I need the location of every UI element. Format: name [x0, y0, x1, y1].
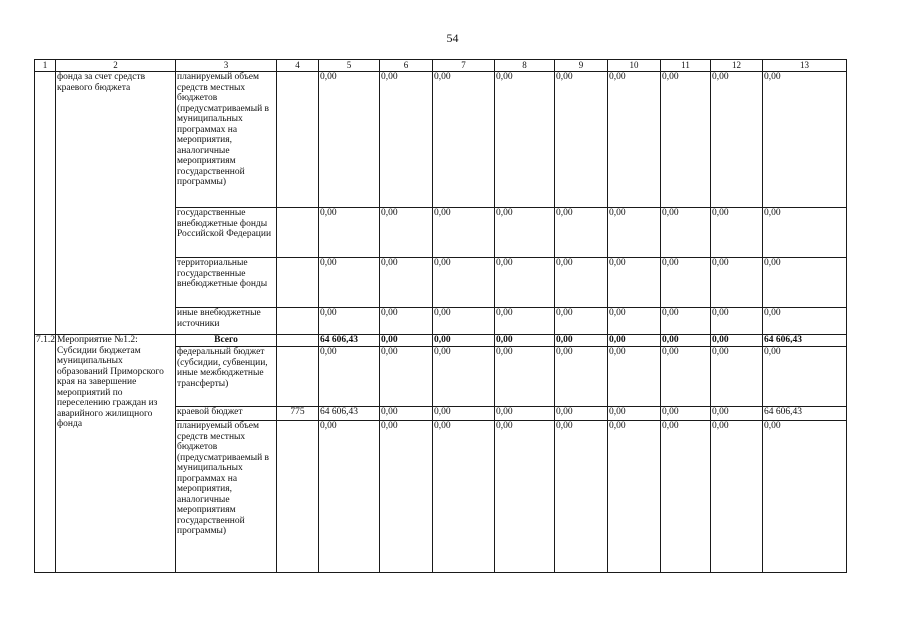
amount-cell: 0,00	[711, 72, 763, 208]
column-header: 9	[555, 60, 608, 72]
amount-cell: 0,00	[555, 208, 608, 258]
amount-cell: 0,00	[661, 347, 711, 407]
funding-source: государственные внебюджетные фонды Российской Федерации	[176, 208, 277, 258]
amount-cell: 0,00	[380, 407, 433, 421]
column-header: 6	[380, 60, 433, 72]
amount-cell: 0,00	[711, 407, 763, 421]
amount-cell: 0,00	[555, 407, 608, 421]
amount-cell: 0,00	[608, 335, 661, 347]
amount-cell: 0,00	[711, 208, 763, 258]
budget-code	[277, 308, 319, 335]
funding-source: планируемый объем средств местных бюджетов (предусматриваемый в муниципальных программах на мероприятия, аналогичные мероприятиям государственной программы)	[176, 421, 277, 573]
amount-cell: 0,00	[433, 335, 495, 347]
column-header: 13	[763, 60, 847, 72]
amount-cell: 64 606,43	[319, 335, 380, 347]
amount-cell: 0,00	[661, 335, 711, 347]
amount-cell: 0,00	[608, 72, 661, 208]
amount-cell: 0,00	[433, 347, 495, 407]
amount-cell: 0,00	[555, 421, 608, 573]
amount-cell: 64 606,43	[763, 407, 847, 421]
amount-cell: 0,00	[555, 347, 608, 407]
row-number-cell: 7.1.2	[35, 335, 56, 573]
funding-source: краевой бюджет	[176, 407, 277, 421]
amount-cell: 0,00	[495, 308, 555, 335]
amount-cell: 0,00	[763, 347, 847, 407]
budget-code	[277, 208, 319, 258]
amount-cell: 0,00	[763, 421, 847, 573]
amount-cell: 0,00	[495, 72, 555, 208]
activity-name: фонда за счет средств краевого бюджета	[56, 72, 176, 335]
amount-cell: 0,00	[319, 308, 380, 335]
amount-cell: 0,00	[380, 258, 433, 308]
amount-cell: 0,00	[495, 347, 555, 407]
amount-cell: 0,00	[711, 335, 763, 347]
amount-cell: 0,00	[433, 72, 495, 208]
amount-cell: 0,00	[433, 308, 495, 335]
amount-cell: 0,00	[495, 258, 555, 308]
amount-cell: 0,00	[555, 258, 608, 308]
amount-cell: 0,00	[608, 258, 661, 308]
amount-cell: 0,00	[495, 335, 555, 347]
column-header: 5	[319, 60, 380, 72]
amount-cell: 0,00	[319, 421, 380, 573]
amount-cell: 0,00	[433, 421, 495, 573]
amount-cell: 64 606,43	[763, 335, 847, 347]
amount-cell: 0,00	[608, 421, 661, 573]
column-header: 11	[661, 60, 711, 72]
amount-cell: 0,00	[319, 258, 380, 308]
amount-cell: 0,00	[495, 421, 555, 573]
amount-cell: 0,00	[319, 72, 380, 208]
amount-cell: 0,00	[380, 347, 433, 407]
budget-code	[277, 347, 319, 407]
column-header: 10	[608, 60, 661, 72]
amount-cell: 0,00	[763, 308, 847, 335]
amount-cell: 0,00	[661, 421, 711, 573]
budget-table	[34, 59, 847, 573]
funding-source: федеральный бюджет (субсидии, субвенции, иные межбюджетные трансферты)	[176, 347, 277, 407]
amount-cell: 0,00	[711, 421, 763, 573]
amount-cell: 64 606,43	[319, 407, 380, 421]
budget-code	[277, 72, 319, 208]
activity-name: Мероприятие №1.2: Субсидии бюджетам муниципальных образований Приморского края на завершение мероприятий по переселению граждан из аварийного жилищного фонда	[56, 335, 176, 573]
amount-cell: 0,00	[380, 208, 433, 258]
amount-cell: 0,00	[763, 258, 847, 308]
amount-cell: 0,00	[380, 72, 433, 208]
amount-cell: 0,00	[608, 407, 661, 421]
column-header: 12	[711, 60, 763, 72]
amount-cell: 0,00	[380, 335, 433, 347]
amount-cell: 0,00	[555, 308, 608, 335]
amount-cell: 0,00	[495, 208, 555, 258]
funding-source: территориальные государственные внебюджетные фонды	[176, 258, 277, 308]
amount-cell: 0,00	[380, 421, 433, 573]
amount-cell: 0,00	[711, 258, 763, 308]
budget-code	[277, 258, 319, 308]
funding-source: иные внебюджетные источники	[176, 308, 277, 335]
amount-cell: 0,00	[555, 335, 608, 347]
column-header: 8	[495, 60, 555, 72]
amount-cell: 0,00	[319, 208, 380, 258]
amount-cell: 0,00	[433, 208, 495, 258]
amount-cell: 0,00	[380, 308, 433, 335]
amount-cell: 0,00	[495, 407, 555, 421]
funding-source: планируемый объем средств местных бюджетов (предусматриваемый в муниципальных программах на мероприятия, аналогичные мероприятиям государственной программы)	[176, 72, 277, 208]
amount-cell: 0,00	[608, 308, 661, 335]
budget-code: 775	[277, 407, 319, 421]
amount-cell: 0,00	[763, 72, 847, 208]
total-label: Всего	[176, 335, 277, 347]
row-number-cell	[35, 72, 56, 335]
amount-cell: 0,00	[661, 407, 711, 421]
amount-cell: 0,00	[319, 347, 380, 407]
column-header: 7	[433, 60, 495, 72]
amount-cell: 0,00	[608, 208, 661, 258]
amount-cell: 0,00	[763, 208, 847, 258]
amount-cell: 0,00	[661, 208, 711, 258]
amount-cell: 0,00	[433, 258, 495, 308]
budget-code	[277, 335, 319, 347]
amount-cell: 0,00	[608, 347, 661, 407]
amount-cell: 0,00	[711, 308, 763, 335]
budget-code	[277, 421, 319, 573]
amount-cell: 0,00	[433, 407, 495, 421]
table-row-total	[35, 335, 847, 347]
column-header: 2	[56, 60, 176, 72]
amount-cell: 0,00	[711, 347, 763, 407]
column-header: 3	[176, 60, 277, 72]
amount-cell: 0,00	[661, 72, 711, 208]
column-header-row	[35, 60, 847, 72]
amount-cell: 0,00	[555, 72, 608, 208]
page-number: 54	[446, 31, 459, 45]
amount-cell: 0,00	[661, 308, 711, 335]
column-header: 1	[35, 60, 56, 72]
amount-cell: 0,00	[661, 258, 711, 308]
table-row	[35, 72, 847, 208]
column-header: 4	[277, 60, 319, 72]
